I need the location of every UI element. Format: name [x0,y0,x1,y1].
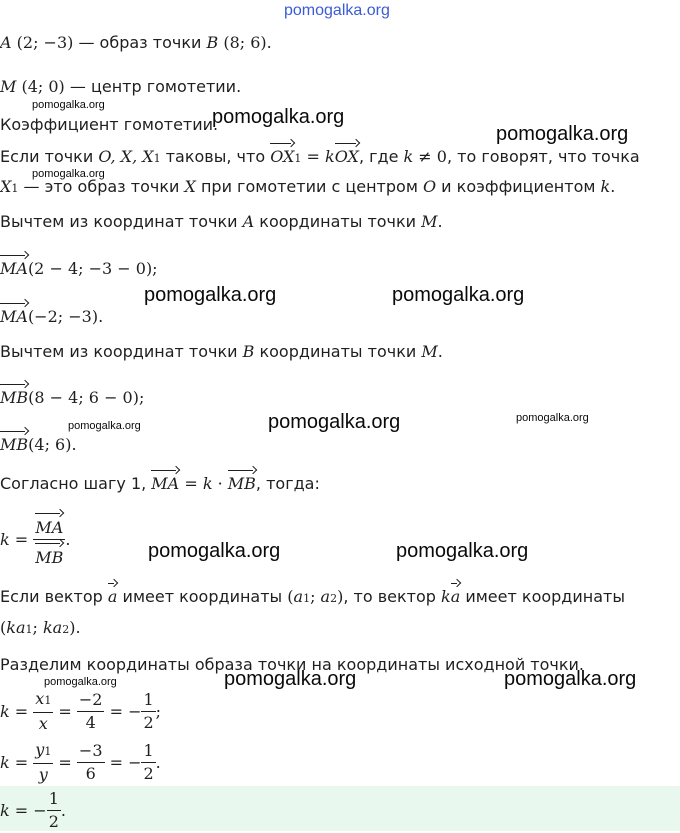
subtract-coords-a: Вычтем из координат точки A координаты точки M. [0,212,443,231]
vector-ma-result: MA(−2; −3). [0,300,103,327]
watermark: pomogalka.org [268,411,401,433]
statement-image-point: A (2; −3) — образ точки B (8; 6). [0,33,272,52]
watermark: pomogalka.org [68,420,141,432]
watermark: pomogalka.org [504,668,637,690]
watermark: pomogalka.org [212,106,345,128]
watermark: pomogalka.org [32,168,105,180]
watermark: pomogalka.org [44,676,117,688]
watermark: pomogalka.org [396,540,529,562]
watermark: pomogalka.org [496,123,629,145]
watermark: pomogalka.org [516,412,589,424]
step-relation: Согласно шагу 1, MA = k · MB, тогда: [0,467,320,494]
divide-coords: Разделим координаты образа точки на координаты исходной точки. [0,655,585,674]
watermark: pomogalka.org [32,99,105,111]
vector-scaling-rule: Если вектор a имеет координаты (a1; a2), то вектор ka имеет координаты [0,580,625,609]
watermark: pomogalka.org [148,540,281,562]
watermark-top: pomogalka.org [284,2,390,19]
statement-center: M (4; 0) — центр гомотетии. [0,77,242,96]
vector-scaling-result: (ka1; ka2). [0,618,81,637]
watermark: pomogalka.org [392,284,525,306]
vector-ma-calc: MA(2 − 4; −3 − 0); [0,252,158,279]
k-fraction-formula: k = $\frac{MA}{MB}$ . [0,510,71,569]
step-heading: Коэффициент гомотетии. [0,115,219,134]
vector-mb-result: MB(4; 6). [0,428,77,455]
definition-line-1: Если точки O, X, X1 таковы, что OX1 = kOX, где k ≠ 0, то говорят, что точка [0,140,640,169]
definition-line-2: X1 — это образ точки X при гомотетии с центром O и коэффициентом k. [0,177,616,196]
answer-box [0,786,680,831]
k-from-x: k = $\frac{x1}{x}$ = $\frac{-2}{4}$ = − $\frac{1}{2}$ ; [0,689,162,733]
watermark: pomogalka.org [144,284,277,306]
vector-mb-calc: MB(8 − 4; 6 − 0); [0,381,144,408]
subtract-coords-b: Вычтем из координат точки B координаты точки M. [0,342,443,361]
answer-k: k = − $\frac{1}{2}$ . [0,789,66,831]
watermark: pomogalka.org [224,668,357,690]
k-from-y: k = $\frac{y1}{y}$ = $\frac{-3}{6}$ = − $\frac{1}{2}$ . [0,740,161,784]
